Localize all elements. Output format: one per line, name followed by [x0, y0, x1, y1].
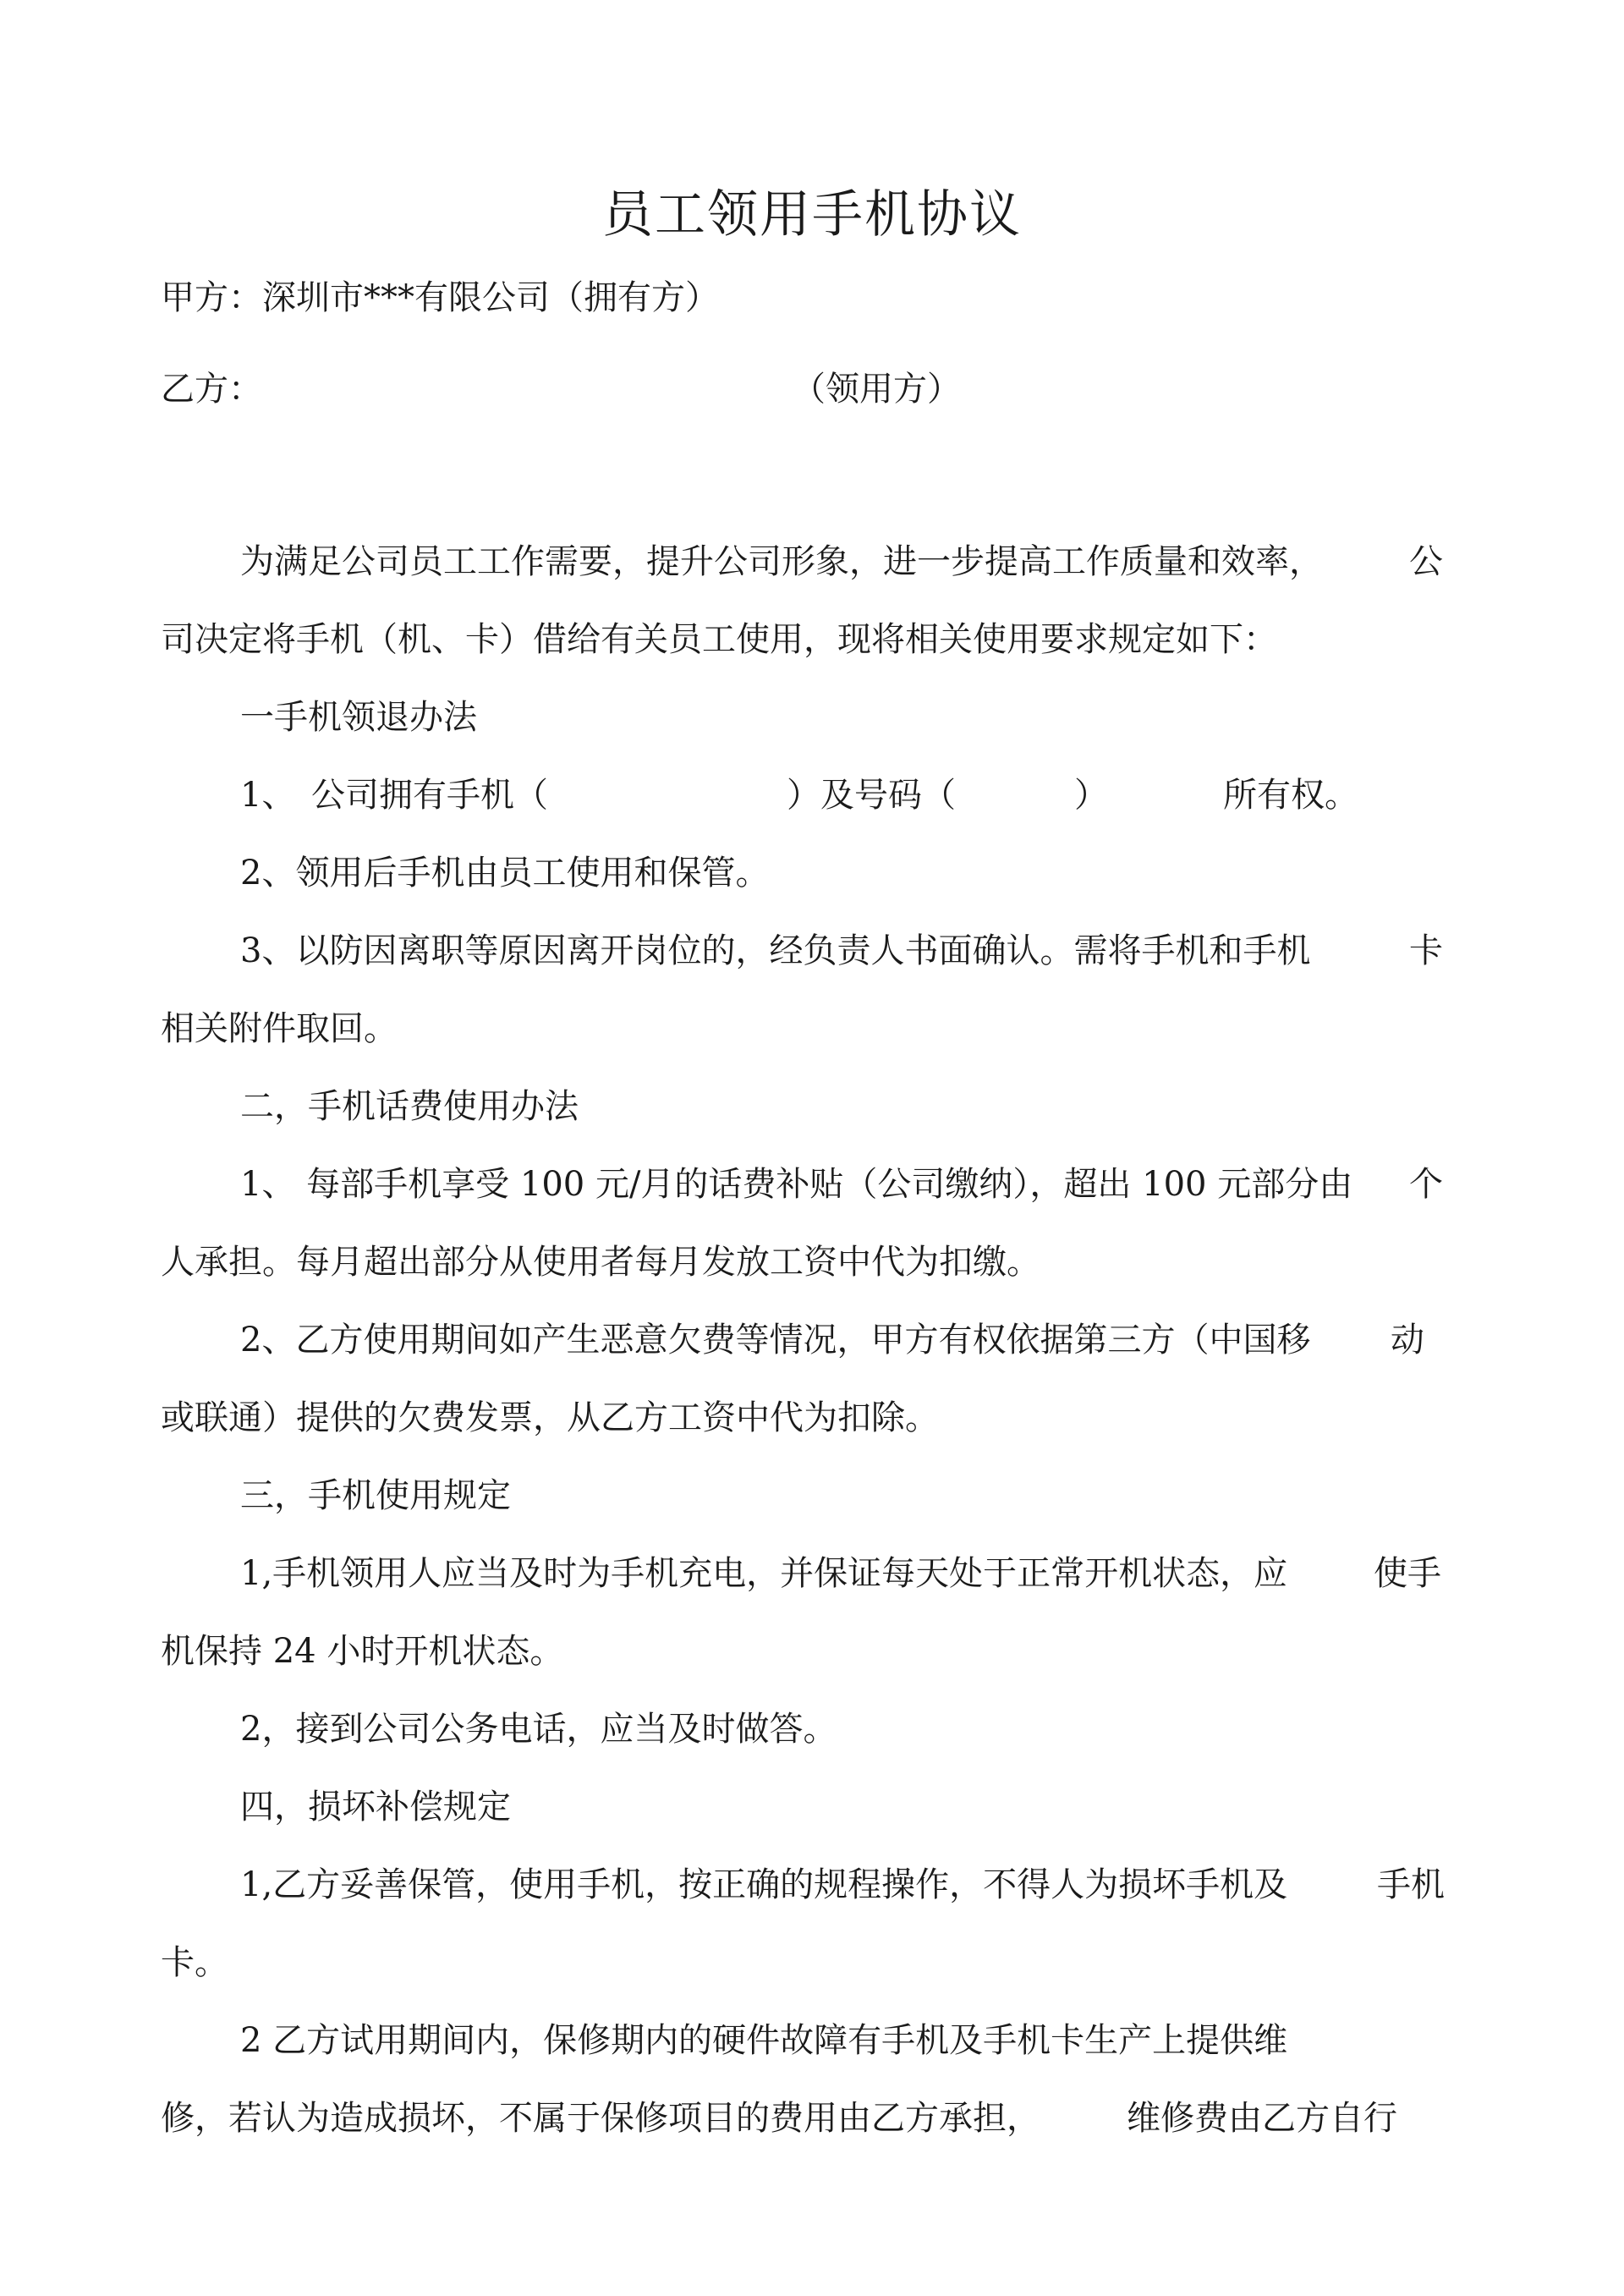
item-end: 动: [1391, 1321, 1424, 1359]
section-1-item-2: 2、领用后手机由员工使用和保管。: [240, 854, 770, 893]
document-title: 员工领用手机协议: [602, 185, 1022, 244]
item-end: 维修费由乙方自行: [1127, 2099, 1397, 2138]
section-1-item-3-line-2: 相关附件取回。: [161, 1009, 398, 1048]
party-b-label: 乙方：: [161, 370, 262, 409]
intro-line-2: 司决定将手机（机、卡）借给有关员工使用，现将相关使用要求规定如下：: [161, 620, 1277, 659]
item-end: 所有权。: [1223, 776, 1358, 815]
item-number: 1、: [240, 776, 296, 815]
item-text: 2、乙方使用期间如产生恶意欠费等情况，甲方有权依据第三方（中国移: [240, 1321, 1311, 1359]
section-1-heading: 一手机领退办法: [240, 698, 477, 737]
section-2-heading: 二，手机话费使用办法: [240, 1087, 579, 1126]
item-end: 卡: [1409, 931, 1443, 970]
section-3-item-1-line-2: 机保持 24 小时开机状态。: [161, 1632, 564, 1671]
section-2-item-2-line-1: [240, 1315, 1424, 1365]
party-b-role: （领用方）: [792, 370, 961, 409]
section-4-item-2-line-2: [161, 2093, 1397, 2144]
item-end: 使手: [1374, 1554, 1441, 1593]
section-2-item-2-line-2: 或联通）提供的欠费发票，从乙方工资中代为扣除。: [161, 1398, 939, 1437]
item-text: 3、以防因离职等原因离开岗位的，经负责人书面确认。需将手机和手机: [240, 931, 1311, 970]
item-close: ）: [1074, 776, 1108, 815]
item-mid: ）及号码（: [787, 776, 956, 815]
item-text: 公司拥有手机（: [311, 776, 548, 815]
item-text: 1,乙方妥善保管，使用手机，按正确的规程操作，不得人为损坏手机及: [240, 1865, 1288, 1904]
item-text: 1,手机领用人应当及时为手机充电，并保证每天处于正常开机状态，应: [240, 1554, 1288, 1593]
section-4-item-1-line-2: 卡。: [161, 1943, 228, 1982]
intro-line-1-end: 公: [1409, 542, 1443, 581]
intro-line-1-text: 为满足公司员工工作需要，提升公司形象，进一步提高工作质量和效率，: [240, 542, 1323, 581]
section-4-heading: 四，损坏补偿规定: [240, 1788, 511, 1826]
section-4-item-1-line-1: [240, 1859, 1445, 1910]
party-a-line: 甲方：深圳市***有限公司（拥有方）: [161, 278, 719, 317]
section-3-item-1-line-1: [240, 1548, 1441, 1599]
item-text: 修，若认为造成损坏，不属于保修项目的费用由乙方承担，: [161, 2099, 1040, 2138]
section-2-item-1-line-2: 人承担。每月超出部分从使用者每月发放工资中代为扣缴。: [161, 1243, 1040, 1282]
item-end: 个: [1409, 1165, 1443, 1204]
section-2-item-1-line-1: [240, 1159, 1443, 1210]
item-text: 1、 每部手机享受 100 元/月的话费补贴（公司缴纳），超出 100 元部分由: [240, 1165, 1353, 1204]
section-4-item-2-line-1: 2 乙方试用期间内，保修期内的硬件故障有手机及手机卡生产上提供维: [240, 2021, 1288, 2060]
section-3-heading: 三，手机使用规定: [240, 1476, 511, 1515]
section-1-item-3-line-1: [240, 926, 1443, 976]
intro-line-1: [240, 536, 1443, 587]
section-3-item-2: 2，接到公司公务电话，应当及时做答。: [240, 1710, 837, 1749]
item-end: 手机: [1377, 1865, 1445, 1904]
